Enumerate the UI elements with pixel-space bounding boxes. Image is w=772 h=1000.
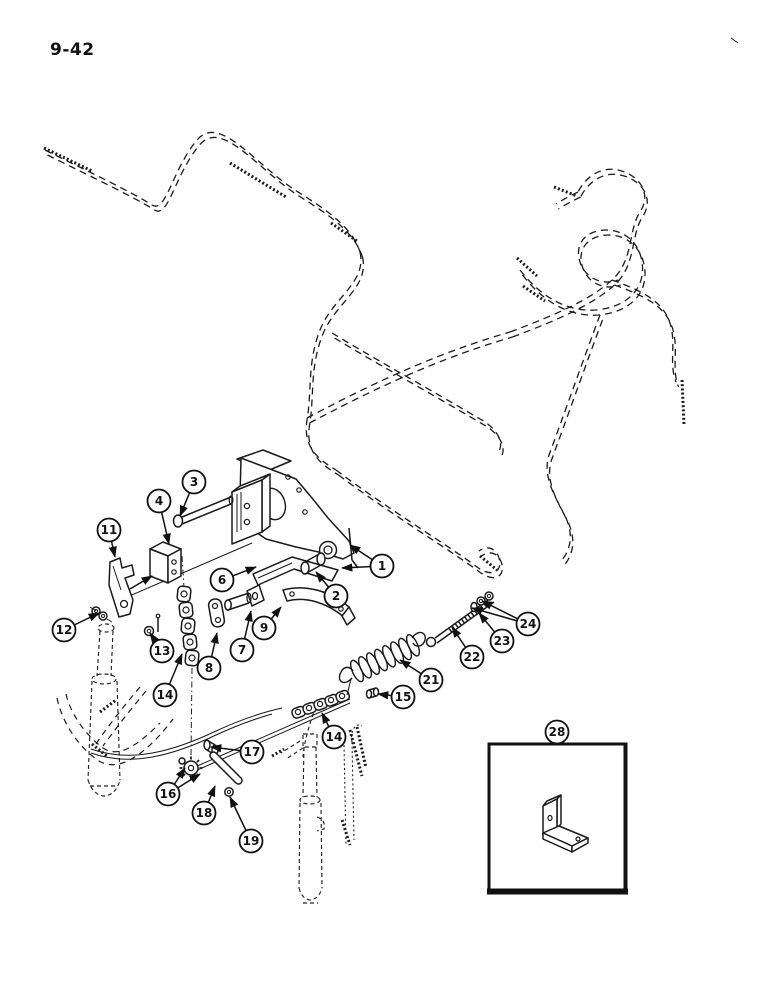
main-bracket-assembly (90, 450, 358, 758)
callout-11 (98, 519, 121, 558)
callout-9 (253, 607, 282, 640)
svg-text:16: 16 (159, 787, 177, 802)
svg-text:14: 14 (325, 730, 343, 745)
callout-7 (231, 611, 254, 662)
svg-text:9: 9 (259, 621, 269, 636)
callout-4 (148, 490, 171, 545)
nut (485, 592, 493, 600)
inset-box (487, 744, 628, 892)
svg-text:14: 14 (156, 688, 174, 703)
callout-12 (53, 613, 100, 642)
svg-text:28: 28 (548, 725, 566, 740)
svg-text:24: 24 (519, 617, 537, 632)
hose-fitting (480, 556, 497, 570)
washer-19 (225, 788, 233, 796)
svg-text:11: 11 (100, 523, 118, 538)
callout-19 (230, 797, 263, 853)
washer-and-pin (145, 614, 160, 635)
svg-text:2: 2 (331, 589, 341, 604)
hose-fitting (230, 163, 286, 197)
callout-13 (150, 633, 174, 663)
clamp-bracket (150, 542, 181, 583)
svg-text:13: 13 (153, 644, 171, 659)
callout-14-lower (322, 713, 346, 749)
hose-end-fitting (682, 380, 684, 424)
lower-linkage (91, 592, 494, 796)
svg-text:1: 1 (377, 559, 387, 574)
svg-text:6: 6 (217, 573, 227, 588)
svg-text:18: 18 (195, 806, 213, 821)
svg-text:12: 12 (55, 623, 73, 638)
svg-text:15: 15 (394, 690, 412, 705)
direction-arrow (130, 576, 152, 589)
nut-bolt-cluster (90, 607, 112, 622)
nut (477, 597, 485, 605)
washer (471, 603, 477, 612)
tension-spring (339, 632, 425, 683)
callout-28 (546, 721, 569, 744)
page-number: 9-42 (50, 40, 95, 60)
svg-text:3: 3 (189, 475, 199, 490)
small-bushing (367, 688, 379, 698)
svg-text:4: 4 (154, 494, 164, 509)
hose-routing (44, 132, 684, 577)
callout-22 (452, 627, 484, 669)
corner-mark (731, 38, 738, 43)
chain-links-lower (291, 679, 351, 719)
latch-lever (109, 558, 134, 617)
svg-text:22: 22 (463, 650, 481, 665)
hose-fitting (517, 258, 537, 276)
clevis-hardware (179, 740, 242, 796)
svg-text:21: 21 (422, 673, 440, 688)
callout-6 (211, 567, 257, 592)
svg-text:7: 7 (237, 643, 247, 658)
hose-fitting (331, 223, 357, 241)
callout-15 (378, 686, 415, 709)
svg-text:8: 8 (204, 661, 214, 676)
pin-18 (210, 752, 242, 784)
callout-18 (193, 786, 216, 825)
svg-text:17: 17 (243, 745, 261, 760)
hose-fitting (44, 148, 92, 171)
svg-text:23: 23 (493, 634, 511, 649)
link-plate (208, 598, 226, 628)
callout-8 (198, 633, 221, 680)
phantom-cylinder-right (342, 725, 366, 845)
svg-text:19: 19 (242, 834, 260, 849)
phantom-cylinder-center (272, 700, 324, 903)
